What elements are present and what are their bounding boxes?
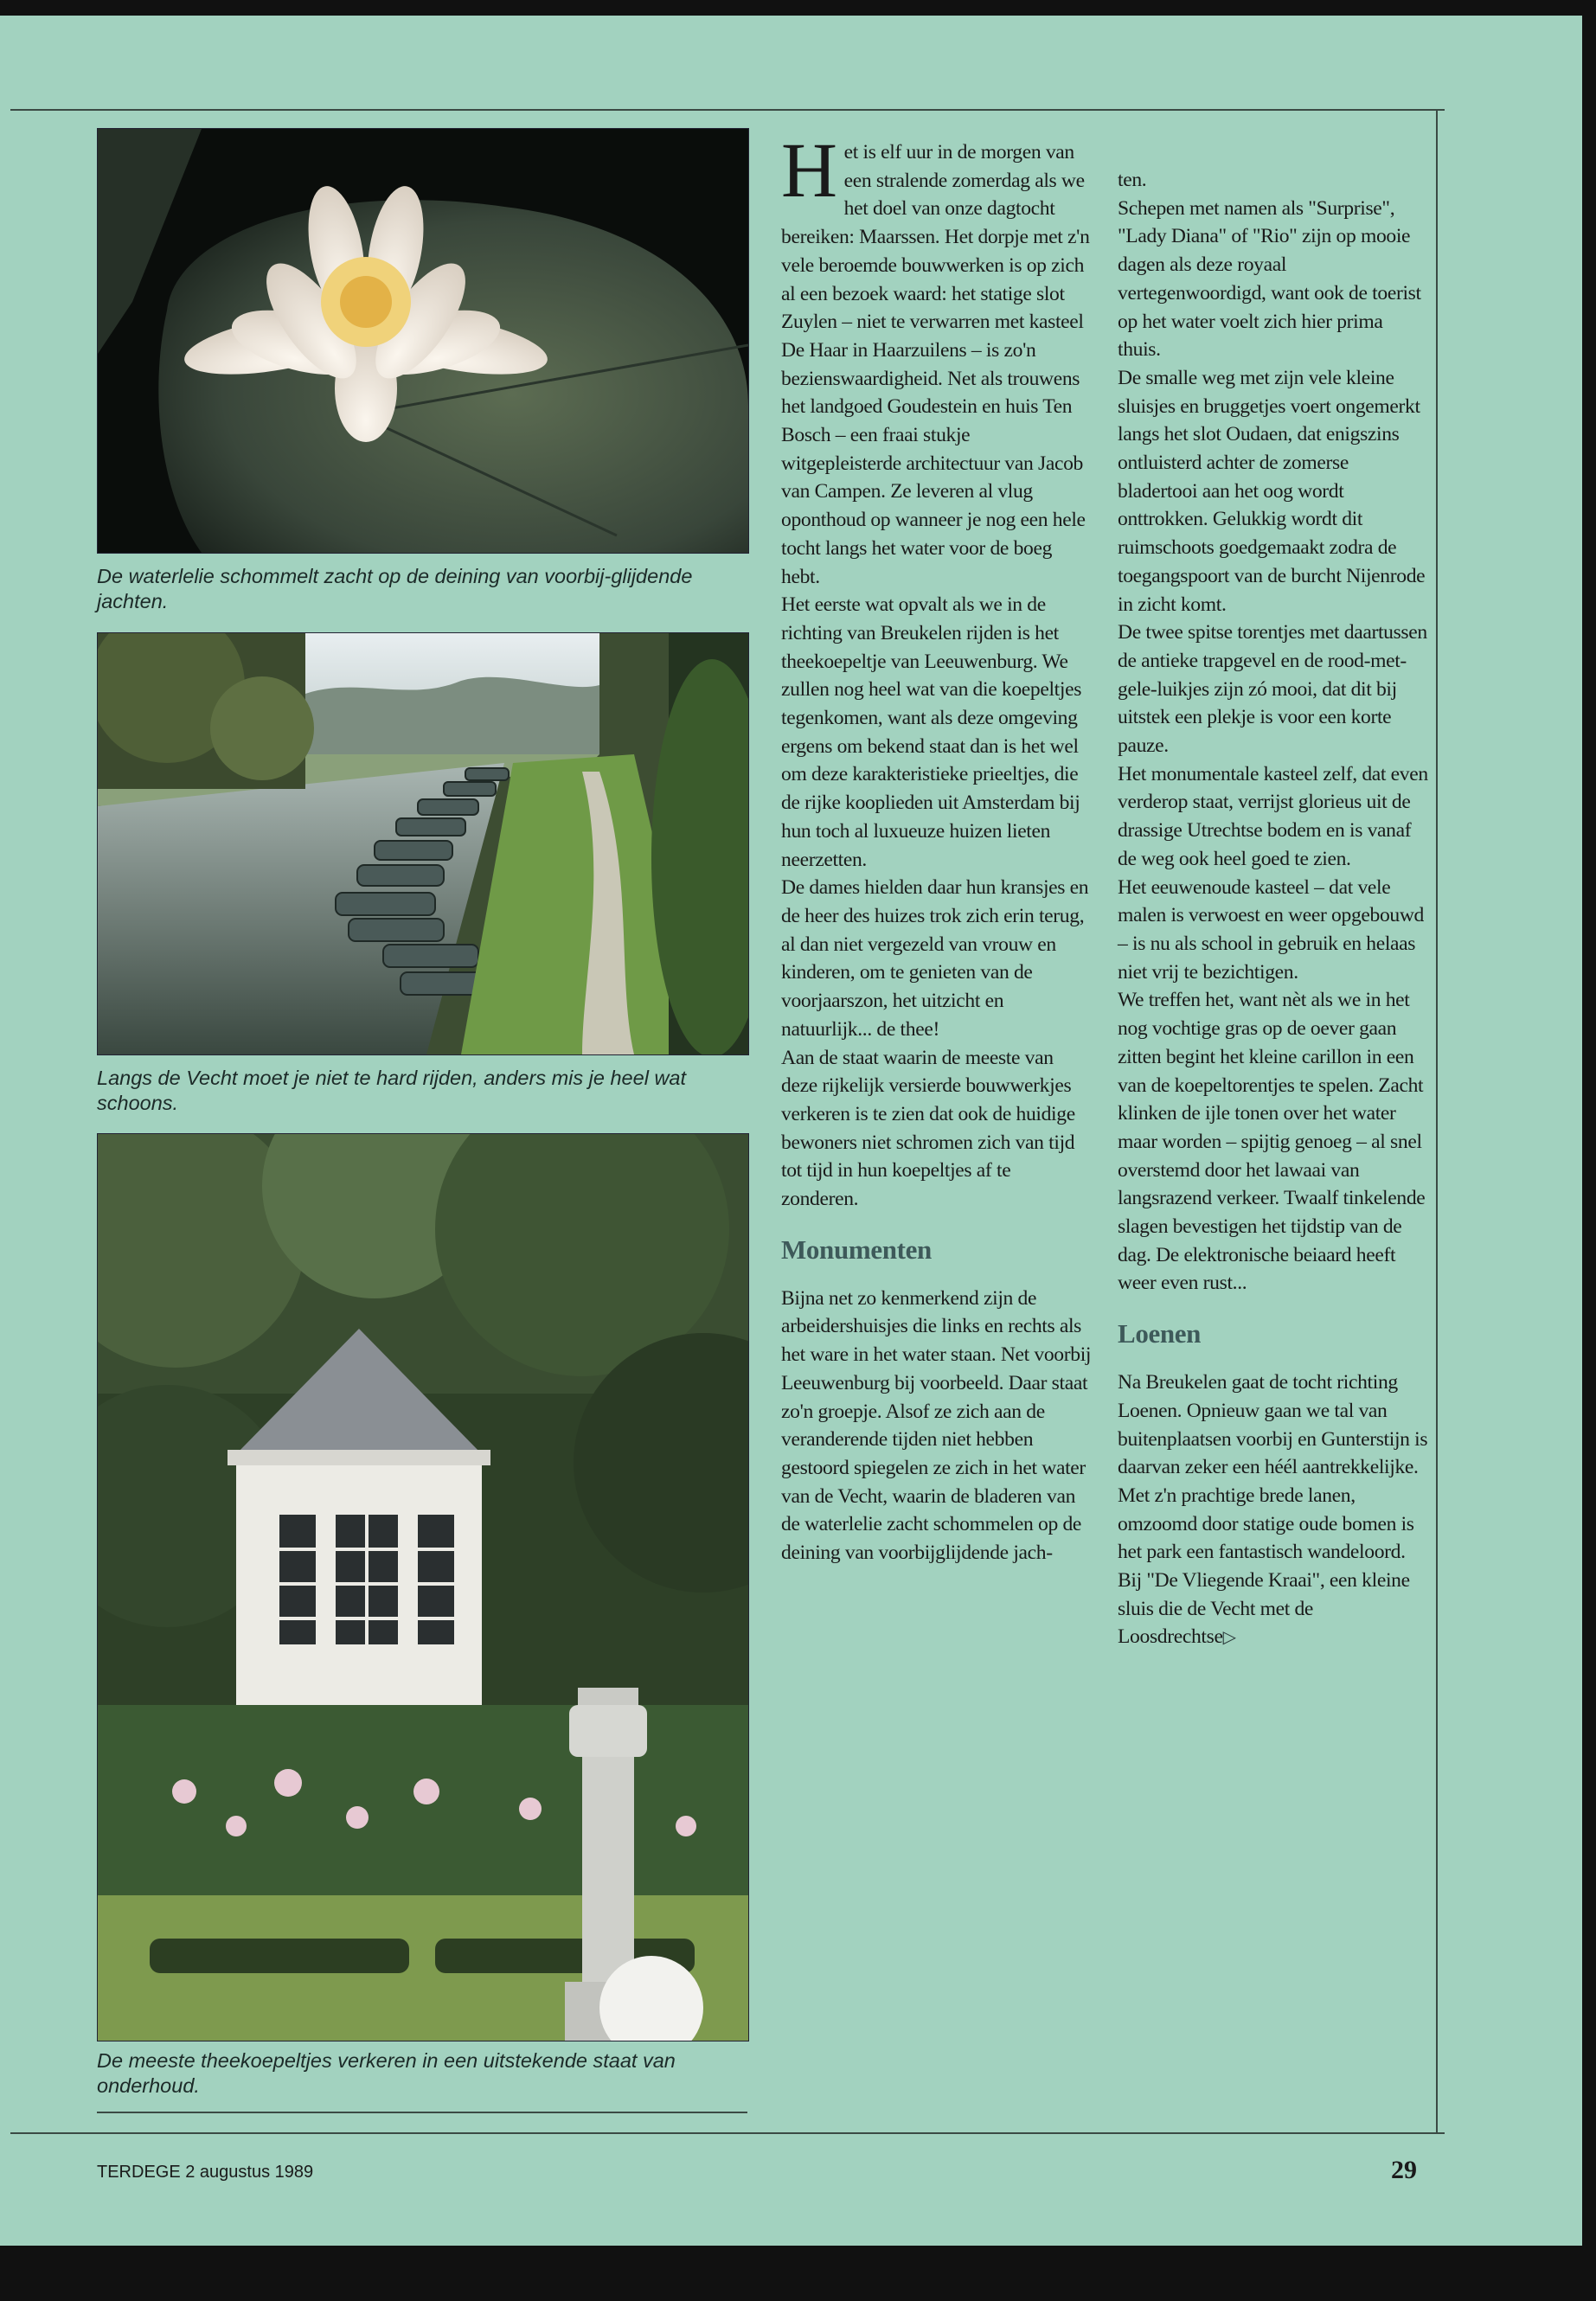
vliegende-kraai-text: Bij "De Vliegende Kraai", een kleine sluis die de Vecht met de Loosdrechtse — [1118, 1569, 1410, 1649]
paragraph-kasteel: Het monumentale kasteel zelf, dat even verderop staat, verrijst glorieus uit de drassige Utrechtse bodem en is vanaf de weg ook heel goed te zien. — [1118, 762, 1428, 870]
canal-photo — [97, 632, 749, 1055]
paragraph-leeuwenburg: Het eerste wat opvalt als we in de richting van Breukelen rijden is het theekoepeltje van Leeuwenburg. We zullen nog heel wat van die koepeltjes tegenkomen, want als deze omgeving ergens om bekend staat dan is het wel om deze karakteristieke prieeltjes, die de rijke kooplieden uit Amsterdam bij hun toch al luxueuze huizen lieten neerzetten. — [781, 593, 1082, 871]
paragraph-smalle-weg: De smalle weg met zijn vele kleine sluisjes en bruggetjes voert ongemerkt langs het slot Oudaen, dat enigszins ontluisterd achter de zomerse bladertooi aan het oog wordt onttrokken. Gelukkig wordt dit ruimschoots goedgemaakt zodra de toegangspoort van de burcht Nijenrode in zicht komt. — [1118, 366, 1426, 616]
heading-loenen: Loenen — [1118, 1318, 1202, 1349]
drop-cap: H — [781, 128, 837, 214]
article-column-1 — [781, 128, 1093, 1567]
tea-pavilion-photo — [97, 1133, 749, 2041]
article-column-2 — [1118, 166, 1429, 1651]
tea-pavilion-caption: De meeste theekoepeltjes verkeren in een uitstekende staat van onderhoud. — [97, 2049, 676, 2097]
scan-edge-top — [0, 0, 1596, 16]
paragraph-dames: De dames hielden daar hun kransjes en de heer des huizes trok zich erin terug, al dan niet vergezeld van vrouw en kinderen, om te genieten van de voorjaarszon, het uitzicht en natuurlijk... de thee! — [781, 876, 1089, 1041]
paragraph-staat: Aan de staat waarin de meeste van deze rijkelijk versierde bouwwerkjes verkeren is te zien dat ook de huidige bewoners niet schromen zich van tijd tot tijd in hun koepeltjes af te zonderen. — [781, 1046, 1075, 1211]
water-lily-photo — [97, 128, 749, 554]
paragraph-torentjes: De twee spitse torentjes met daartussen de antieke trapgevel en de rood-met-gele-luikjes zijn zó mooi, dat dit bij uitstek een plekje is voor een korte pauze. — [1118, 621, 1427, 758]
paragraph-schepen: Schepen met namen als "Surprise", "Lady Diana" of "Rio" zijn op mooie dagen als deze royaal vertegenwoordigd, want ook de toerist op het water voelt zich hier prima thuis. — [1118, 196, 1421, 362]
top-rule — [10, 109, 1445, 111]
heading-monumenten: Monumenten — [781, 1234, 932, 1265]
paragraph-arbeidershuisjes: Bijna net zo kenmerkend zijn de arbeidershuisjes die links en rechts als het ware in het water staan. Net voorbij Leeuwenburg bij voorbeeld. Daar staat zo'n groepje. Alsof ze zich aan de veranderende tijden niet hebben gestoord spiegelen ze zich in het water van de Vecht, waarin de bladeren van de waterlelie zacht schommelen op de deining van voorbijglijdende jach- — [781, 1286, 1092, 1565]
intro-text: et is elf uur in de morgen van een stralende zomerdag als we het doel van onze dagtocht bereiken: Maarssen. Het dorpje met z'n vele beroemde bouwwerken is op zich al een bezoek waard: het statige slot Zuylen – niet te verwarren met kasteel De Haar in Haarzuilens – is zo'n bezienswaardigheid. Net als trouwens het landgoed Goudestein en huis Ten Bosch – een fraai stukje witgepleisterde architectuur van Jacob van Campen. Ze leveren al vlug oponthoud op wanneer je nog een hele tocht langs het water voor de boeg hebt. — [781, 141, 1090, 588]
canal-caption: Langs de Vecht moet je niet te hard rijden, anders mis je heel wat schoons. — [97, 1067, 687, 1114]
paragraph-eeuwenoude: Het eeuwenoude kasteel – dat vele malen is verwoest en weer opgebouwd – is nu als school in gebruik en helaas niet vrij te bezichtigen. — [1118, 875, 1424, 984]
publication-footer: TERDEGE 2 augustus 1989 — [97, 2163, 314, 2182]
water-lily-caption: De waterlelie schommelt zacht op de deining van voorbij-glijdende jachten. — [97, 565, 693, 612]
paragraph-loenen: Na Breukelen gaat de tocht richting Loenen. Opnieuw gaan we tal van buitenplaatsen voorbij en Gunterstijn is daarvan zeker een héél aantrekkelijke. Met z'n prachtige brede lanen, omzoomd door statige oude bomen is het park een fantastisch wandeloord. — [1118, 1371, 1428, 1564]
paragraph-intro — [781, 128, 1093, 591]
right-rule — [1436, 109, 1438, 2134]
page-number: 29 — [1391, 2156, 1417, 2184]
paragraph-vliegende-kraai — [1118, 1567, 1429, 1651]
paragraph-continued: ten. — [1118, 169, 1147, 191]
caption-rule — [97, 2112, 747, 2113]
continue-arrow-icon: ▷ — [1222, 1626, 1236, 1648]
paragraph-carillon: We treffen het, want nèt als we in het nog vochtige gras op de oever gaan zitten begint het kleine carillon in een van de koepeltorentjes te spelen. Zacht klinken de ijle tonen over het water maar worden – spijtig genoeg – al snel overstemd door het lawaai van langsrazend verkeer. Twaalf tinkelende slagen bevestigen het tijdstip van de dag. De elektronische beiaard heeft weer even rust... — [1118, 989, 1426, 1295]
scan-edge-right — [1582, 0, 1596, 2301]
bottom-rule — [10, 2132, 1445, 2134]
scan-edge-bottom — [0, 2246, 1596, 2301]
